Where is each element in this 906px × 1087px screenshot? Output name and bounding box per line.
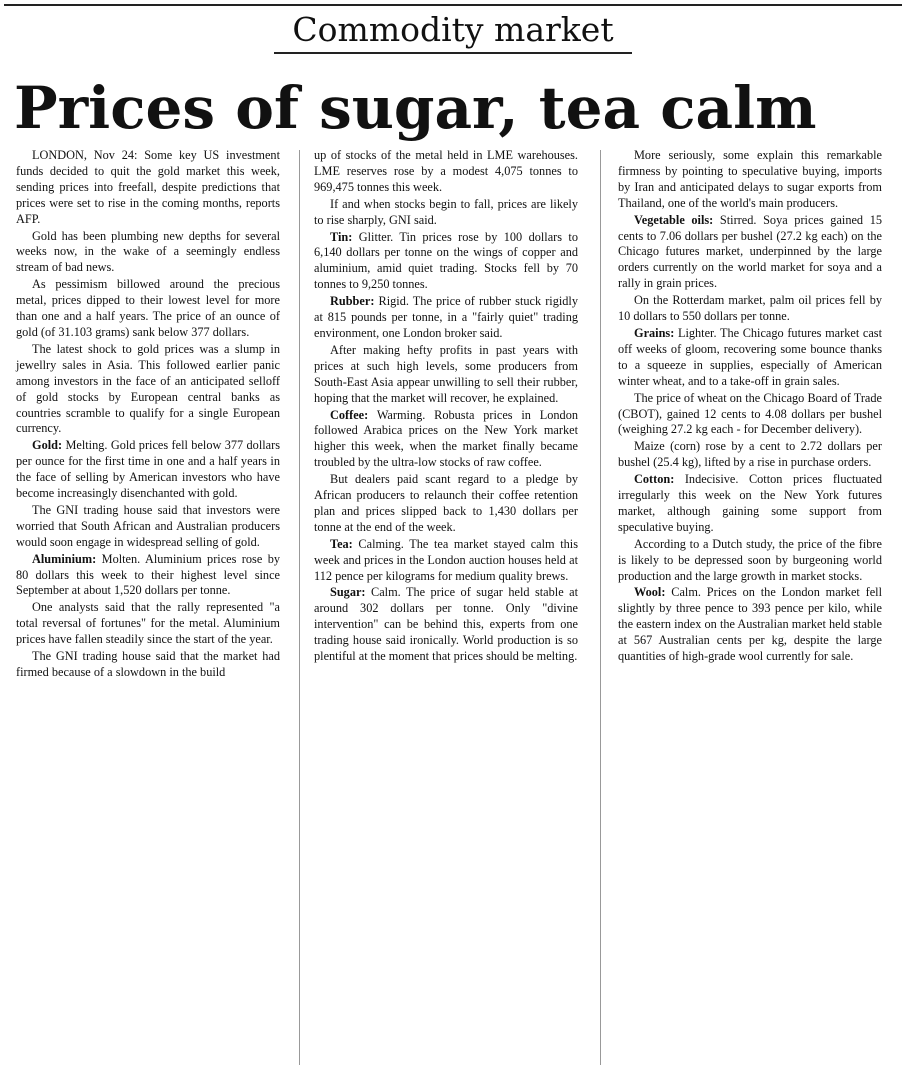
commodity-lead: Gold: <box>32 438 63 453</box>
section-header <box>0 8 906 54</box>
article-paragraph <box>618 148 882 212</box>
column-divider <box>600 150 601 1065</box>
column-divider <box>299 150 300 1065</box>
commodity-lead: Tin: <box>330 229 353 244</box>
article-paragraph <box>314 343 578 407</box>
paragraph-text: On the Rotterdam market, palm oil prices fell by 10 dollars to 550 dollars per tonne. <box>618 293 882 324</box>
paragraph-text: Molten. Aluminium prices rose by 80 dollars this week to their highest level since September at about 1,520 dollars per tonne. <box>16 551 280 598</box>
article-paragraph <box>314 197 578 229</box>
article-paragraph <box>618 585 882 665</box>
article-paragraph <box>16 438 280 502</box>
article-column-3 <box>618 148 882 665</box>
paragraph-text: According to a Dutch study, the price of the fibre is likely to be depressed soon by burgeoning world production and the large growth in market stocks. <box>618 536 882 583</box>
top-rule <box>4 4 902 6</box>
article-paragraph <box>16 229 280 277</box>
paragraph-text: Rigid. The price of rubber stuck rigidly at 815 pounds per tonne, in a "fairly quiet" trading environment, one London broker said. <box>314 294 579 340</box>
paragraph-text: Melting. Gold prices fell below 377 dollars per ounce for the first time in one and a half years in the face of selling by American investors who have become increasingly disenchanted with gold. <box>16 438 280 501</box>
article-paragraph <box>314 294 578 342</box>
article-paragraph <box>16 649 280 681</box>
paragraph-text: Calming. The tea market stayed calm this week and prices in the London auction houses held at 112 pence per kilograms for medium quality brews. <box>314 536 578 583</box>
paragraph-text: Calm. The price of sugar held stable at around 302 dollars per tonne. Only "divine intervention" can be behind this, experts from one trading house said ironically. World production is so plentiful at the moment that prices should be melting. <box>314 585 578 664</box>
headline: Prices of sugar, tea calm <box>14 74 817 142</box>
paragraph-text: up of stocks of the metal held in LME warehouses. LME reserves rose by a modest 4,075 tonnes to 969,475 tonnes this week. <box>314 148 578 194</box>
paragraph-text: The GNI trading house said that investors were worried that South African and Australian producers would soon engage in widespread selling of gold. <box>16 502 280 549</box>
article-paragraph <box>314 148 578 196</box>
article-paragraph <box>618 213 882 293</box>
article-paragraph <box>16 148 280 228</box>
article-paragraph <box>618 391 882 439</box>
article-paragraph <box>618 326 882 390</box>
article-paragraph <box>618 472 882 536</box>
paragraph-text: The price of wheat on the Chicago Board of Trade (CBOT), gained 12 cents to 4.08 dollars per bushel (weighing 27.2 kg each - for December delivery). <box>618 390 882 437</box>
paragraph-text: Calm. Prices on the London market fell slightly by three pence to 393 pence per kilo, while the eastern index on the Australian market held stable at 567 Australian cents per kg, despite the large quantities of high-grade wool currently for sale. <box>618 585 883 664</box>
article-column-1 <box>16 148 280 681</box>
paragraph-text: But dealers paid scant regard to a pledge by African producers to relaunch their coffee retention plan and prices slipped back to 1,430 dollars per tonne at the end of the week. <box>314 472 578 534</box>
article-column-2 <box>314 148 578 665</box>
paragraph-text: If and when stocks begin to fall, prices are likely to rise sharply, GNI said. <box>314 196 578 227</box>
paragraph-text: Lighter. The Chicago futures market cast off weeks of gloom, recovering some bounce thanks to a squeeze in supplies, especially of American winter wheat, and to a take-off in grain sales. <box>618 325 882 388</box>
article-paragraph <box>16 503 280 551</box>
commodity-lead: Grains: <box>634 325 675 340</box>
article-paragraph <box>314 472 578 536</box>
commodity-lead: Tea: <box>330 536 353 551</box>
article-paragraph <box>16 342 280 437</box>
paragraph-text: As pessimism billowed around the precious metal, prices dipped to their lowest level for more than one and a half years. The price of an ounce of gold (of 31.103 grams) sank below 377 dollars. <box>16 277 280 339</box>
section-label: Commodity market <box>274 8 631 54</box>
commodity-lead: Aluminium: <box>32 551 97 566</box>
commodity-lead: Rubber: <box>330 294 375 309</box>
article-paragraph <box>314 585 578 665</box>
paragraph-text: Indecisive. Cotton prices fluctuated irregularly this week on the New York futures market, although gaining some support from speculative buying. <box>618 472 882 534</box>
paragraph-text: The latest shock to gold prices was a slump in jewellry sales in Asia. This followed earlier panic among investors in the face of an anticipated selloff of gold stocks by European central banks as countries scramble to qualify for a single European currency. <box>16 341 280 436</box>
article-paragraph <box>16 600 280 648</box>
commodity-lead: Wool: <box>634 585 666 600</box>
article-paragraph <box>314 230 578 294</box>
article-paragraph <box>618 537 882 585</box>
article-paragraph <box>314 408 578 472</box>
commodity-lead: Coffee: <box>330 407 369 422</box>
paragraph-text: The GNI trading house said that the market had firmed because of a slowdown in the build <box>16 649 280 679</box>
paragraph-text: Warming. Robusta prices in London followed Arabica prices on the New York market higher this week, when the market finally became troubled by the ultra-low stocks of raw coffee. <box>314 407 578 470</box>
paragraph-text: More seriously, some explain this remarkable firmness by pointing to speculative buying, imports by Iran and anticipated delays to sugar exports from Thailand, one of the world's main producers. <box>618 148 882 210</box>
paragraph-text: Stirred. Soya prices gained 15 cents to 7.06 dollars per bushel (27.2 kg each) on the Chicago futures market, underpinned by the large orders currently on the world market for soya and a rally in grain prices. <box>618 212 882 291</box>
commodity-lead: Vegetable oils: <box>634 212 714 227</box>
commodity-lead: Sugar: <box>330 585 366 600</box>
paragraph-text: Gold has been plumbing new depths for several weeks now, in the wake of a seemingly endless stream of bad news. <box>16 228 280 275</box>
article-paragraph <box>16 277 280 341</box>
paragraph-text: LONDON, Nov 24: Some key US investment funds decided to quit the gold market this week, sending prices into freefall, despite predictions that prices were set to rise in the coming months, reports AFP. <box>16 148 280 226</box>
article-paragraph <box>618 293 882 325</box>
paragraph-text: After making hefty profits in past years with prices at such high levels, some producers from South-East Asia appear unwilling to sell their rubber, hoping that the market will recover, he explained. <box>314 342 578 405</box>
paragraph-text: Maize (corn) rose by a cent to 2.72 dollars per bushel (25.4 kg), lifted by a rise in purchase orders. <box>618 439 882 470</box>
article-paragraph <box>314 537 578 585</box>
article-paragraph <box>618 439 882 471</box>
article-paragraph <box>16 552 280 600</box>
paragraph-text: One analysts said that the rally represented "a total reversal of fortunes" for the metal. Aluminium prices have fallen steadily since the start of the year. <box>16 600 280 647</box>
commodity-lead: Cotton: <box>634 472 675 487</box>
paragraph-text: Glitter. Tin prices rose by 100 dollars to 6,140 dollars per tonne on the wings of copper and aluminium, amid quiet trading. Stocks fell by 70 tonnes to 9,250 tonnes. <box>314 229 578 292</box>
